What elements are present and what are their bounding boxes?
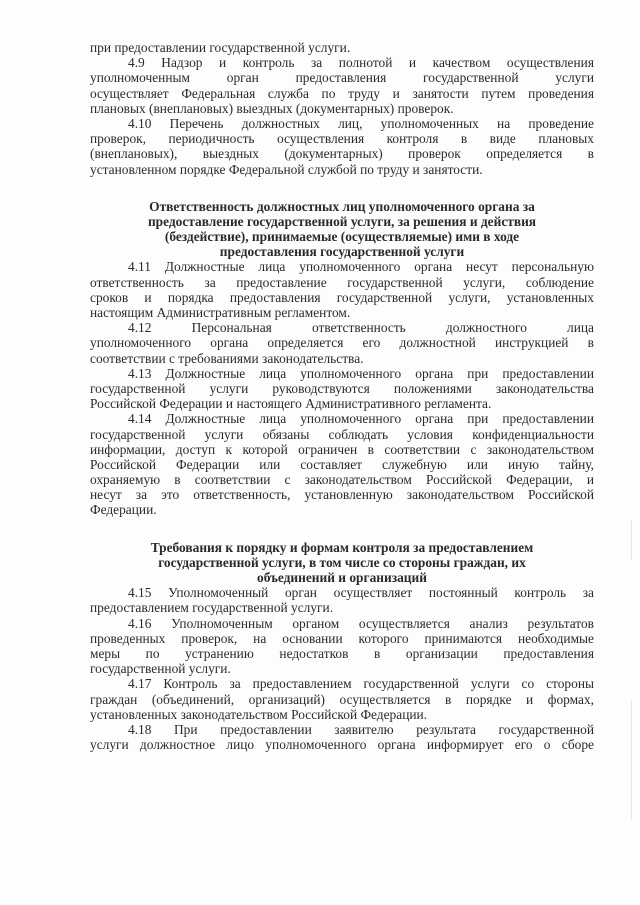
text-line: 4.15 Уполномоченный орган осуществляет постоянный контроль за <box>128 585 594 601</box>
heading-line: Ответственность должностных лиц уполномоченного органа за <box>149 198 535 214</box>
text-line: при предоставлении государственной услуги. <box>90 40 351 55</box>
text-line: 4.9 Надзор и контроль за полнотой и качеством осуществления <box>128 55 594 71</box>
text-line: граждан (объединений, организаций) осуществляется в порядке и формах, <box>90 691 594 707</box>
paragraph-4-10 <box>90 116 594 177</box>
text-line: 4.18 При предоставлении заявителю результата государственной <box>128 721 594 737</box>
text-line: Федерации. <box>90 502 157 518</box>
heading-line: государственной услуги, в том числе со стороны граждан, их <box>158 554 526 570</box>
text-line: 4.17 Контроль за предоставлением государственной услуги со стороны <box>128 676 594 692</box>
section-heading-control-requirements <box>90 540 594 586</box>
paragraph-4-9 <box>90 55 594 116</box>
text-line: проверок, периодичность осуществления контроля в виде плановых <box>90 131 594 147</box>
text-line: государственной услуги. <box>90 661 231 677</box>
text-line: установленных законодательством Российской Федерации. <box>90 706 428 722</box>
text-line: несут за это ответственность, установленную законодательством Российской <box>90 487 594 503</box>
text-line: 4.14 Должностные лица уполномоченного органа при предоставлении <box>128 411 594 427</box>
text-line: 4.10 Перечень должностных лиц, уполномоченных на проведение <box>128 115 594 131</box>
text-line: предоставлением государственной услуги. <box>90 600 334 616</box>
text-line: охраняемую в соответствии с законодательством Российской Федерации, и <box>90 472 594 488</box>
text-line: 4.11 Должностные лица уполномоченного органа несут персональную <box>128 259 594 275</box>
text-line: меры по устранению недостатков в организации предоставления <box>90 645 594 661</box>
text-line: 4.12 Персональная ответственность должностного лица <box>128 320 594 336</box>
text-line: государственной услуги обязаны соблюдать условия конфиденциальности <box>90 426 594 442</box>
text-line: ответственность за предоставление государственной услуги, соблюдение <box>90 274 594 290</box>
paragraph-4-17 <box>90 676 594 722</box>
text-line: уполномоченного органа определяется его должностной инструкцией в <box>90 335 594 351</box>
text-line: проведенных проверок, на основании которого принимаются необходимые <box>90 630 594 646</box>
section-heading-responsibility <box>90 199 594 260</box>
text-line: Российской Федерации и настоящего Административного регламента. <box>90 396 492 412</box>
heading-line: Требования к порядку и формам контроля за предоставлением <box>150 539 534 555</box>
text-line: 4.16 Уполномоченным органом осуществляется анализ результатов <box>128 615 594 631</box>
text-line: государственной услуги руководствуются положениями законодательства <box>90 380 594 396</box>
paragraph-4-16 <box>90 616 594 677</box>
paragraph-4-15 <box>90 585 594 615</box>
document-body <box>90 40 594 752</box>
heading-line: (бездействие), принимаемые (осуществляемые) ими в ходе <box>164 229 520 245</box>
paragraph-4-12 <box>90 320 594 366</box>
paragraph-4-14 <box>90 411 594 517</box>
heading-line: предоставление государственной услуги, за решения и действия <box>147 213 537 229</box>
text-line: соответствии с требованиями законодательства. <box>90 350 364 366</box>
scan-edge-mark <box>631 520 632 560</box>
text-line: настоящим Административным регламентом. <box>90 305 351 320</box>
text-line: 4.13 Должностные лица уполномоченного органа при предоставлении <box>128 365 594 381</box>
scan-edge-mark <box>631 700 632 820</box>
paragraph-continuation <box>90 40 594 55</box>
text-line: сроков и порядка предоставления государственной услуги, установленных <box>90 289 594 305</box>
text-line: плановых (внеплановых) выездных (документарных) проверок. <box>90 100 454 116</box>
text-line: услуги должностное лицо уполномоченного органа информирует его о сборе <box>90 737 594 753</box>
text-line: уполномоченным орган предоставления государственной услуги <box>90 70 594 86</box>
text-line: установленном порядке Федеральной службой по труду и занятости. <box>90 161 483 177</box>
paragraph-4-13 <box>90 366 594 412</box>
heading-line: предоставления государственной услуги <box>219 244 465 260</box>
paragraph-4-18 <box>90 722 594 752</box>
text-line: (внеплановых), выездных (документарных) проверок определяется в <box>90 146 594 162</box>
text-line: Российской Федерации или составляет служебную или иную тайну, <box>90 456 594 472</box>
text-line: осуществляет Федеральная служба по труду и занятости путем проведения <box>90 85 594 101</box>
heading-line: объединений и организаций <box>257 570 427 585</box>
text-line: информации, доступ к которой ограничен в соответствии с законодательством <box>90 441 594 457</box>
paragraph-4-11 <box>90 259 594 320</box>
